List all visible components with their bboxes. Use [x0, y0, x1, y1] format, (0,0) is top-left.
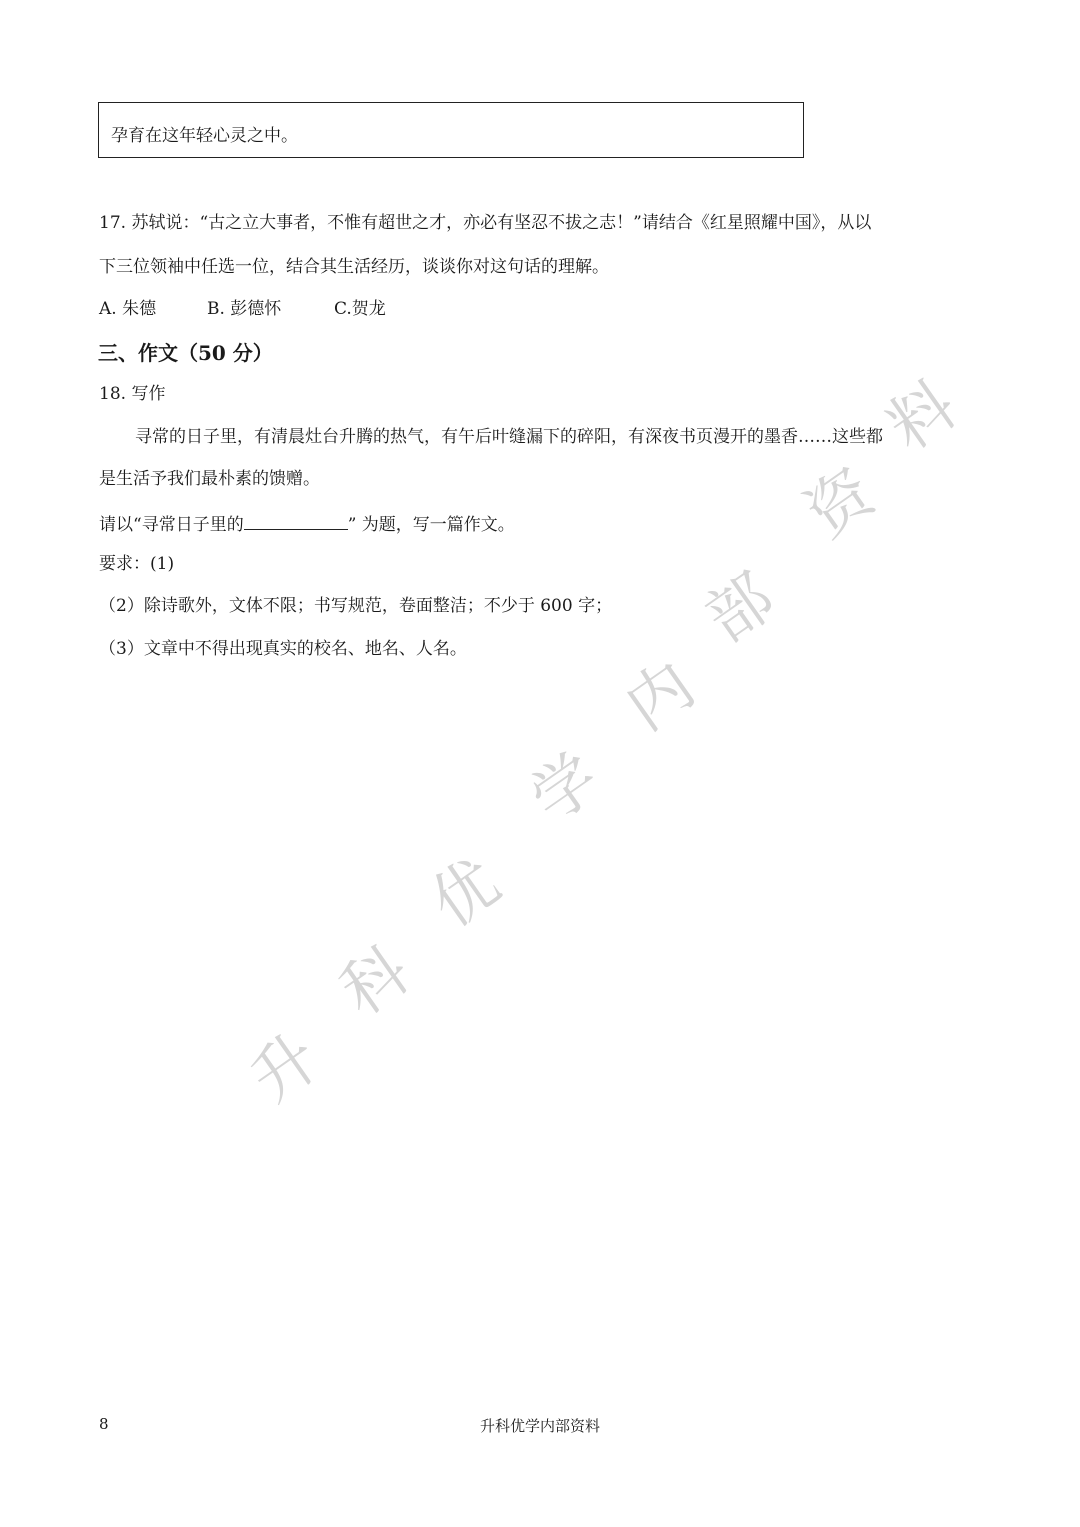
watermark-char-1: 升 — [238, 1020, 334, 1118]
watermark-char-4: 学 — [518, 740, 614, 838]
footer-text: 升科优学内部资料 — [479, 1417, 600, 1435]
box-text: 孕育在这年轻心灵之中。 — [111, 126, 298, 146]
watermark-char-7: 资 — [793, 455, 889, 553]
watermark-char-6: 部 — [693, 560, 789, 658]
q17-line2: 下三位领袖中任选一位，结合其生活经历，谈谈你对这句话的理解。 — [99, 257, 609, 277]
page-number: 8 — [99, 1415, 109, 1433]
prompt-before: 请以“寻常日子里的 — [99, 515, 244, 535]
requirement-2: （2）除诗歌外，文体不限；书写规范，卷面整洁；不少于 600 字； — [99, 596, 613, 616]
watermark-char-2: 科 — [328, 933, 424, 1031]
option-b: B. 彭德怀 — [207, 299, 282, 319]
q18-para-line2: 是生活予我们最朴素的馈赠。 — [99, 469, 320, 489]
section3-heading: 三、作文（50 分） — [98, 341, 273, 365]
watermark-char-8: 料 — [875, 368, 971, 466]
prompt-after: ” 为题，写一篇作文。 — [347, 515, 515, 535]
requirements-label: 要求：(1) — [99, 554, 175, 574]
option-c: C.贺龙 — [334, 299, 386, 319]
q18-para-line1: 寻常的日子里，有清晨灶台升腾的热气，有午后叶缝漏下的碎阳，有深夜书页漫开的墨香……这些都 — [135, 427, 883, 447]
option-a: A. 朱德 — [99, 299, 157, 319]
watermark-char-5: 内 — [613, 648, 709, 746]
requirement-3: （3）文章中不得出现真实的校名、地名、人名。 — [99, 639, 467, 659]
watermark-char-3: 优 — [418, 845, 514, 943]
q17-line1: 17. 苏轼说：“古之立大事者，不惟有超世之才，亦必有坚忍不拔之志！”请结合《红星照耀中国》，从以 — [99, 213, 872, 233]
q18-label: 18. 写作 — [99, 384, 166, 404]
